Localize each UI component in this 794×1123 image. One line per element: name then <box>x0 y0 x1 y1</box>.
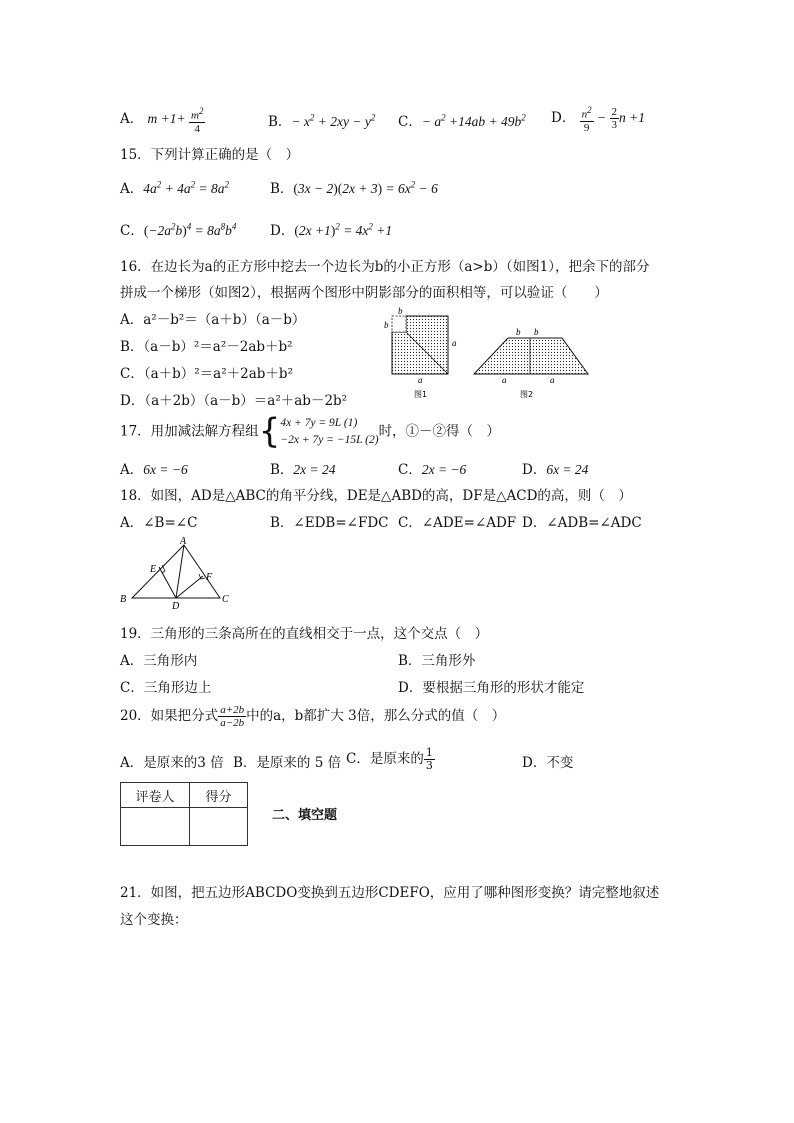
figure-1 <box>384 306 457 398</box>
label-F: F <box>206 572 213 583</box>
q16-option-b: B．（a－b）²＝a²－2ab＋b² <box>120 339 293 355</box>
label-C: C <box>222 594 229 605</box>
q18-option-b: B．∠EDB=∠FDC <box>270 515 389 531</box>
q20-option-b: B．是原来的 5 倍 <box>233 755 342 771</box>
q16-option-a: A．a²－b²＝（a＋b）（a－b） <box>120 312 306 328</box>
fig2-label-b2: b <box>534 327 539 337</box>
q17-stem-suffix: 时，①－②得（ ） <box>378 423 501 440</box>
q20-option-c: C．是原来的 $\frac{1}{3}$ <box>346 746 433 772</box>
q20-stem: 20．如果把分式 $\frac{a+2b}{a-2b}$ 中的a，b都扩大 3倍，那么分式的值（ ） <box>120 704 506 729</box>
q17-option-c: C．2x = −6 <box>398 462 467 478</box>
fig2-caption: 图2 <box>520 390 534 398</box>
q19-option-c: C．三角形边上 <box>120 680 212 696</box>
figure-2 <box>474 327 588 398</box>
q17-option-a: A．6x = −6 <box>120 462 188 478</box>
score-header: 得分 <box>190 783 248 808</box>
label-B: B <box>120 594 127 605</box>
q17-option-d: D．6x = 24 <box>522 462 589 478</box>
q19-option-a: A．三角形内 <box>120 653 198 669</box>
label-E: E <box>150 564 157 575</box>
q16-stem-line2: 拼成一个梯形（如图2），根据两个图形中阴影部分的面积相等，可以验证（ ） <box>120 285 608 301</box>
q16-stem-line1: 16．在边长为a的正方形中挖去一个边长为b的小正方形（a>b）（如图1），把余下的部分 <box>120 259 650 275</box>
q17-eq2: −2x + 7y = −15L (2) <box>280 433 379 446</box>
prev-options-row <box>120 102 205 136</box>
prev-option-b: B．− $x^2 + 2xy - y^2$ <box>268 112 376 130</box>
fig2-label-b1: b <box>516 327 521 337</box>
q18-triangle-figure <box>116 536 232 612</box>
fig1-label-a-bottom: a <box>418 375 423 385</box>
q16-figures <box>370 306 600 398</box>
prev-option-a-expr: m +1+ $\frac{m^2}{4}$ <box>147 106 204 135</box>
fig2-label-a1: a <box>502 375 507 385</box>
section-two-title: 二、填空题 <box>272 808 338 823</box>
q15-option-a: A．$4a^2 + 4a^2 = 8a^2$ <box>120 179 229 197</box>
fig1-caption: 图1 <box>414 390 428 398</box>
prev-option-d: D． $\frac{n^2}{9}$ − $\frac{2}{3}$ n +1 <box>551 105 645 134</box>
q21-stem-line1: 21．如图，把五边形ABCDO变换到五边形CDEFO，应用了哪种图形变换？请完整地叙述 <box>120 885 660 901</box>
q18-stem: 18．如图，AD是△ABC的角平分线，DE是△ABD的高，DF是△ACD的高，则（ ） <box>120 488 632 504</box>
q16-option-c: C．（a＋b）²＝a²＋2ab＋b² <box>120 366 293 382</box>
q17-eq1: 4x + 7y = 9L (1) <box>280 416 358 429</box>
fig1-label-b-left: b <box>384 320 389 330</box>
q17-option-b: B．2x = 24 <box>270 462 336 478</box>
grader-header: 评卷人 <box>121 783 190 808</box>
q15-option-d: D．$(2x +1)^2 = 4x^2 +1$ <box>270 221 393 239</box>
prev-option-a-label: A． <box>120 111 144 127</box>
q19-stem: 19．三角形的三条高所在的直线相交于一点，这个交点（ ） <box>120 626 489 642</box>
q18-option-d: D．∠ADB=∠ADC <box>522 515 642 531</box>
label-D: D <box>172 601 180 612</box>
label-A: A <box>180 536 187 547</box>
grader-cell[interactable] <box>121 808 190 846</box>
system-brace: { <box>258 411 281 452</box>
fig1-label-b-top: b <box>398 306 403 316</box>
score-table <box>120 782 248 846</box>
q21-stem-line2: 这个变换： <box>120 912 188 928</box>
q18-option-a: A．∠B=∠C <box>120 515 198 531</box>
prev-option-c: C．− $a^2 +14ab + 49b^2$ <box>398 112 526 130</box>
q18-option-c: C．∠ADE=∠ADF <box>398 515 517 531</box>
score-cell[interactable] <box>190 808 248 846</box>
q17-stem <box>120 411 500 451</box>
q16-option-d: D．（a＋2b）（a－b）＝a²＋ab－2b² <box>120 393 348 409</box>
q20-option-a: A．是原来的3 倍 <box>120 755 224 771</box>
fig2-label-a2: a <box>550 375 555 385</box>
q17-stem-prefix: 17．用加减法解方程组 <box>120 423 259 440</box>
q19-option-b: B．三角形外 <box>398 653 476 669</box>
q15-option-b: B．$(3x - 2)(2x + 3) = 6x^2 - 6$ <box>270 179 438 197</box>
q15-option-c: C．$(-2a^2b)^4 = 8a^8b^4$ <box>120 221 237 239</box>
q19-option-d: D．要根据三角形的形状才能定 <box>398 680 585 696</box>
fig1-label-a-right: a <box>452 338 457 348</box>
q15-stem: 15．下列计算正确的是（ ） <box>120 147 300 163</box>
q20-option-d: D．不变 <box>522 755 574 771</box>
